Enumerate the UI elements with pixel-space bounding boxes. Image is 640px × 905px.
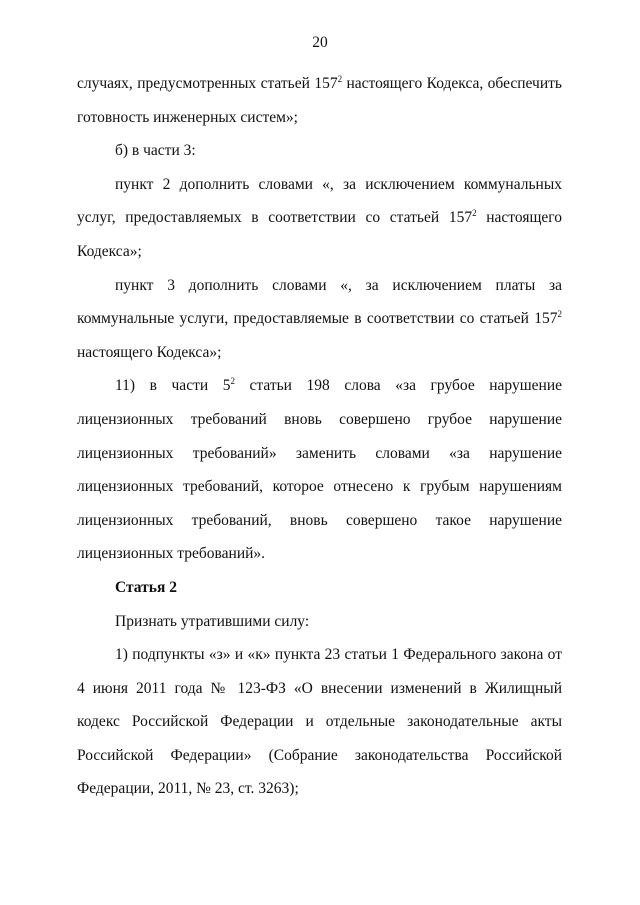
paragraph-2: б) в части 3: <box>115 142 196 160</box>
paragraph-6: Признать утратившими силу: <box>115 612 310 630</box>
page-number: 20 <box>312 34 328 51</box>
article-heading: Статья 2 <box>115 578 177 596</box>
paragraph-5: 11) в части $5^2$ статьи 198 слова «за грубое нарушение лицензионных требований вновь совершено грубое нарушение лицензионных требований» заменить словами «за нарушение лицензионных требований, которое отнесено к грубым нарушениям лицензионных требований, вновь совершено такое нарушение лицензионных требований». <box>77 376 563 563</box>
paragraph-3: пункт 2 дополнить словами «, за исключением коммунальных услуг, предоставляемых в соответствии со статьей $157^2$ настоящего Кодекса»; <box>77 175 562 260</box>
paragraph-1: случаях, предусмотренных статьей $157^2$ настоящего Кодекса, обеспечить готовность инженерных систем»; <box>77 74 562 126</box>
paragraph-7: 1) подпункты «з» и «к» пункта 23 статьи 1 Федерального закона от 4 июня 2011 года № 123-ФЗ «О внесении изменений в Жилищный кодекс Российской Федерации и отдельные законодательные акты Российской Федерации» (Собрание законодательства Российской Федерации, 2011, № 23, ст. 3263); <box>77 646 562 798</box>
paragraph-4: пункт 3 дополнить словами «, за исключением платы за коммунальные услуги, предоставляемые в соответствии со статьей $157^2$ настоящего Кодекса»; <box>77 276 562 361</box>
document-body <box>77 67 562 806</box>
